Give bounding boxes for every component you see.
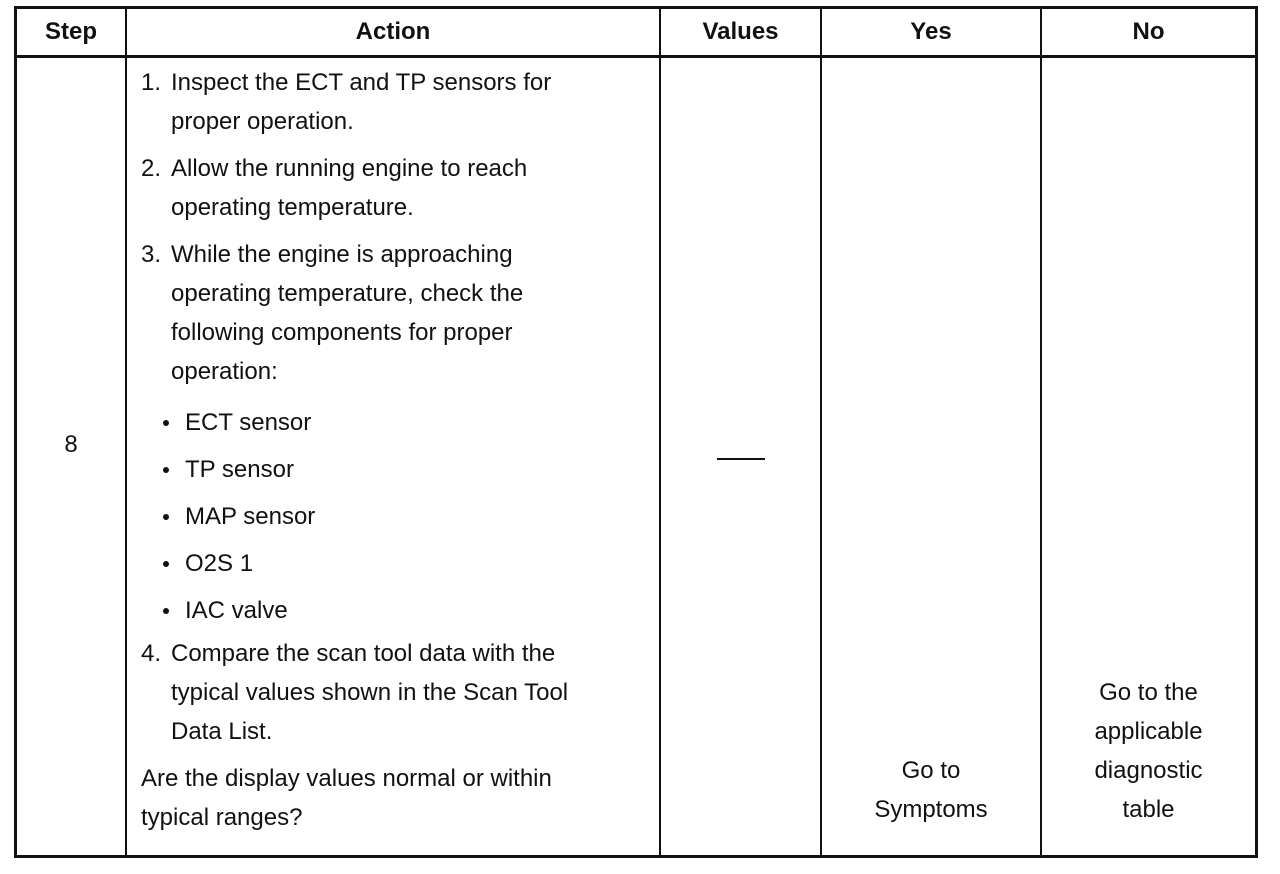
column-divider bbox=[125, 9, 127, 855]
item-text: proper operation. bbox=[171, 108, 354, 135]
item-number: 3. bbox=[141, 241, 162, 268]
component-label: O2S 1 bbox=[185, 550, 254, 577]
item-text: following components for proper bbox=[171, 319, 513, 346]
no-text: table bbox=[1122, 796, 1175, 823]
diagnostic-table bbox=[14, 6, 1258, 858]
header-values: Values bbox=[702, 18, 779, 45]
item-text: typical values shown in the Scan Tool bbox=[171, 679, 569, 706]
bullet-icon bbox=[163, 514, 169, 520]
values-dash bbox=[717, 458, 765, 460]
no-text: Go to the bbox=[1099, 679, 1198, 706]
header-divider bbox=[17, 55, 1255, 58]
header-no: No bbox=[1132, 18, 1165, 45]
component-label: ECT sensor bbox=[185, 409, 312, 436]
list-item bbox=[141, 540, 661, 587]
bullet-icon bbox=[163, 561, 169, 567]
yes-outcome bbox=[822, 751, 1040, 829]
item-text: While the engine is approaching bbox=[171, 241, 513, 268]
item-number: 2. bbox=[141, 155, 162, 182]
question-text bbox=[141, 759, 661, 837]
question-line: Are the display values normal or within bbox=[141, 765, 552, 792]
action-item-4 bbox=[141, 634, 661, 751]
no-text: applicable bbox=[1094, 718, 1203, 745]
column-divider bbox=[820, 9, 822, 855]
question-line: typical ranges? bbox=[141, 804, 303, 831]
component-label: IAC valve bbox=[185, 597, 288, 624]
bullet-icon bbox=[163, 608, 169, 614]
yes-text: Symptoms bbox=[874, 796, 988, 823]
bullet-icon bbox=[163, 420, 169, 426]
list-item bbox=[141, 399, 661, 446]
header-step: Step bbox=[44, 18, 97, 45]
list-item bbox=[141, 493, 661, 540]
item-number: 4. bbox=[141, 640, 162, 667]
component-label: TP sensor bbox=[185, 456, 294, 483]
component-label: MAP sensor bbox=[185, 503, 316, 530]
no-outcome bbox=[1042, 673, 1255, 829]
component-list bbox=[141, 399, 661, 634]
header-yes: Yes bbox=[910, 18, 952, 45]
item-text: operating temperature. bbox=[171, 194, 414, 221]
item-text: operating temperature, check the bbox=[171, 280, 524, 307]
list-item bbox=[141, 446, 661, 493]
bullet-icon bbox=[163, 467, 169, 473]
item-text: Data List. bbox=[171, 718, 273, 745]
action-item-1 bbox=[141, 63, 661, 141]
item-text: Inspect the ECT and TP sensors for bbox=[171, 69, 552, 96]
no-text: diagnostic bbox=[1094, 757, 1203, 784]
yes-text: Go to bbox=[901, 757, 961, 784]
list-item bbox=[141, 587, 661, 634]
action-cell bbox=[141, 63, 661, 837]
header-action: Action bbox=[355, 18, 431, 45]
item-number: 1. bbox=[141, 69, 162, 96]
action-item-3 bbox=[141, 235, 661, 391]
item-text: Allow the running engine to reach bbox=[171, 155, 528, 182]
action-item-2 bbox=[141, 149, 661, 227]
item-text: Compare the scan tool data with the bbox=[171, 640, 556, 667]
step-number: 8 bbox=[64, 431, 78, 458]
item-text: operation: bbox=[171, 358, 278, 385]
